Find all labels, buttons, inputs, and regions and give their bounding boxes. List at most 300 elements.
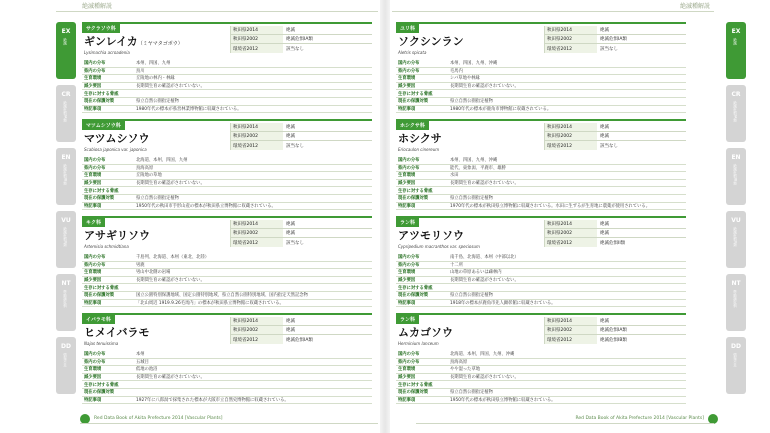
info-value: 1927年に八郎潟で採集された標本が大阪市立自然史博物館に収蔵されている。 <box>136 397 289 403</box>
info-value: 県立自然公園指定植物 <box>450 99 493 105</box>
info-key: 減少要因 <box>84 181 102 187</box>
info-row <box>396 98 686 106</box>
info-value: 能代、東象潟、平鹿市、雄勝 <box>450 165 506 171</box>
scientific-name: Herminium lanceum <box>398 341 439 346</box>
species-entry <box>82 216 372 311</box>
status-key: 秋田県2002 <box>231 326 283 334</box>
category-tab-label: 絶滅危惧IA類 <box>733 101 738 122</box>
info-key: 生存に対する脅威 <box>84 188 119 194</box>
category-tab-label: 準絶滅危惧 <box>733 290 738 308</box>
status-key: 環境省2012 <box>545 238 597 247</box>
status-row <box>545 26 686 35</box>
status-key: 環境省2012 <box>231 44 283 53</box>
info-row <box>82 90 372 98</box>
status-value: 該当なし <box>286 240 304 246</box>
category-tab-code: VU <box>61 217 71 224</box>
status-row <box>545 220 686 229</box>
status-row <box>545 238 686 247</box>
status-key: 環境省2012 <box>545 141 597 150</box>
info-value: 南千島、北海道、本州（中部以北） <box>450 255 519 261</box>
status-row <box>545 229 686 238</box>
info-row <box>396 203 686 211</box>
info-row <box>396 172 686 180</box>
status-table <box>230 317 372 344</box>
species-name-text: ヒメイバラモ <box>84 326 150 339</box>
info-row <box>82 292 372 300</box>
species-header <box>396 216 686 252</box>
running-head: 絶滅種解説 <box>679 3 710 10</box>
info-key: 減少要因 <box>84 84 102 90</box>
info-key: 生育環境 <box>84 367 102 373</box>
scientific-name: Lysimachia acroadenia <box>84 50 130 55</box>
category-tab-code: EN <box>731 154 741 161</box>
category-tab-code: VU <box>731 217 741 224</box>
info-value: 北海道、本州、四国、九州 <box>136 158 188 164</box>
status-value: 絶滅危惧IB類 <box>600 337 627 343</box>
scientific-name: Aletris spicata <box>398 50 427 55</box>
category-tab-label: 情報不足 <box>63 353 68 367</box>
family-label: ラン科 <box>396 315 419 324</box>
category-tab-code: EX <box>731 28 741 35</box>
status-key: 秋田県2002 <box>231 229 283 237</box>
family-label: ホシクサ科 <box>396 121 429 130</box>
category-tab-vu[interactable] <box>726 211 746 268</box>
info-row <box>396 83 686 91</box>
status-row <box>231 141 372 150</box>
status-value: 絶滅危惧II類 <box>600 240 626 246</box>
category-tab-nt[interactable] <box>56 274 76 331</box>
page-gutter <box>380 0 390 433</box>
entries <box>396 22 686 410</box>
info-value: 鳥海高原 <box>136 165 154 171</box>
info-key: 現在の保護対策 <box>398 293 429 299</box>
species-entry <box>396 119 686 214</box>
info-value: 長期間生育の確認がされていない。 <box>136 84 205 90</box>
category-tab-code: CR <box>731 91 741 98</box>
info-key: 現在の保護対策 <box>84 99 115 105</box>
info-row <box>396 397 686 405</box>
species-name-text: マツムシソウ <box>84 132 150 145</box>
info-table <box>82 351 372 404</box>
category-tab-label: 準絶滅危惧 <box>63 290 68 308</box>
scientific-name: Scabiosa japonica var. japonica <box>84 147 147 152</box>
info-row <box>82 75 372 83</box>
info-value: シバ草地や林縁 <box>450 76 480 82</box>
status-key: 秋田県2002 <box>231 35 283 43</box>
status-value: 絶滅 <box>600 28 609 33</box>
info-value: 長期間生育の確認がされていない。 <box>450 181 519 187</box>
family-label: キク科 <box>82 218 105 227</box>
species-entry <box>396 22 686 117</box>
status-row <box>545 335 686 344</box>
info-row <box>82 277 372 285</box>
info-key: 国内の分布 <box>398 158 420 164</box>
species-name <box>84 324 150 340</box>
info-key: 現在の保護対策 <box>398 99 429 105</box>
species-entry <box>82 119 372 214</box>
info-key: 現在の保護対策 <box>398 390 429 396</box>
info-row <box>396 68 686 76</box>
status-row <box>231 238 372 247</box>
species-header <box>82 216 372 252</box>
family-label: マツムシソウ科 <box>82 121 125 130</box>
family-label: ラン科 <box>396 218 419 227</box>
info-key: 県内の分布 <box>84 165 106 171</box>
side-tabs <box>56 22 76 400</box>
info-value: 長期間生育の確認がされていない。 <box>450 375 519 381</box>
status-key: 秋田県2014 <box>231 317 283 325</box>
info-value: 長期間生育の確認がされていない。 <box>450 278 519 284</box>
right-page <box>392 0 741 433</box>
info-value: 丘陵地の草地 <box>136 173 162 179</box>
info-value: 本州 <box>136 352 145 358</box>
info-value: 北海道、本州、四国、九州、沖縄 <box>450 352 515 358</box>
category-tab-en[interactable] <box>56 148 76 205</box>
species-name-text: アツモリソウ <box>398 229 464 242</box>
species-header <box>396 22 686 58</box>
category-tab-label: 絶滅危惧II類 <box>63 227 68 247</box>
species-entry <box>82 313 372 408</box>
status-key: 環境省2012 <box>545 335 597 344</box>
info-table <box>82 157 372 210</box>
entries <box>82 22 372 410</box>
species-name-text: アサギリソウ <box>84 229 150 242</box>
status-row <box>231 26 372 35</box>
info-row <box>396 300 686 308</box>
scientific-name: Najas tenuissima <box>84 341 119 346</box>
status-key: 環境省2012 <box>231 238 283 247</box>
category-tab-code: CR <box>61 91 71 98</box>
info-key: 特記事項 <box>84 397 102 403</box>
status-row <box>545 141 686 150</box>
status-value: 絶滅 <box>600 231 609 236</box>
species-alt-name: （ミヤマタゴボウ） <box>137 41 183 47</box>
info-key: 現在の保護対策 <box>84 390 115 396</box>
info-row <box>396 351 686 359</box>
status-row <box>545 317 686 326</box>
info-row <box>396 269 686 277</box>
info-key: 減少要因 <box>398 375 416 381</box>
info-key: 現在の保護対策 <box>84 196 115 202</box>
status-key: 秋田県2014 <box>231 26 283 34</box>
footer-rule <box>416 423 714 424</box>
info-key: 国内の分布 <box>84 158 106 164</box>
category-tab-ex[interactable] <box>726 22 746 79</box>
status-value: 絶滅 <box>286 125 295 130</box>
info-value: 水田 <box>450 173 459 179</box>
species-name <box>84 227 150 243</box>
info-value: 県立自然公園指定植物 <box>450 390 493 396</box>
footer-text: Red Data Book of Akita Prefecture 2014 [Vascular Plants] <box>94 416 223 421</box>
status-value: 絶滅危惧IA類 <box>286 337 313 343</box>
status-row <box>545 132 686 141</box>
info-key: 生育環境 <box>84 173 102 179</box>
info-key: 生育環境 <box>84 76 102 82</box>
info-row <box>82 366 372 374</box>
species-name-text: ホシクサ <box>398 132 442 145</box>
info-key: 減少要因 <box>398 181 416 187</box>
status-key: 秋田県2014 <box>231 220 283 228</box>
info-value: 毛馬内 <box>450 68 463 74</box>
info-value: 鳥川 <box>136 68 145 74</box>
info-value: 鳥海高原 <box>450 359 468 365</box>
status-value: 絶滅 <box>286 222 295 227</box>
status-key: 秋田県2014 <box>545 26 597 34</box>
status-value: 絶滅 <box>286 328 295 333</box>
status-row <box>231 123 372 132</box>
scientific-name: Eriocaulon cinereum <box>398 147 440 152</box>
status-key: 秋田県2002 <box>545 132 597 140</box>
status-value: 絶滅 <box>600 125 609 130</box>
info-table <box>396 157 686 210</box>
info-row <box>82 68 372 76</box>
info-row <box>82 381 372 389</box>
info-row <box>396 187 686 195</box>
species-name <box>398 324 453 340</box>
species-name-text: ムカゴソウ <box>398 326 453 339</box>
info-value: 県立自然公園指定植物 <box>136 99 179 105</box>
info-row <box>396 262 686 270</box>
info-value: 長期間生育の確認がされていない。 <box>450 84 519 90</box>
family-label: サクラソウ科 <box>82 24 120 33</box>
status-value: 該当なし <box>286 143 304 149</box>
info-key: 国内の分布 <box>398 255 420 261</box>
status-key: 秋田県2002 <box>545 326 597 334</box>
status-value: 該当なし <box>600 143 618 149</box>
info-key: 県内の分布 <box>398 165 420 171</box>
status-row <box>545 44 686 53</box>
category-tab-code: NT <box>61 280 71 287</box>
info-row <box>82 195 372 203</box>
info-row <box>82 98 372 106</box>
info-table <box>396 60 686 113</box>
side-tabs <box>726 22 746 400</box>
status-key: 秋田県2014 <box>545 123 597 131</box>
info-row <box>82 284 372 292</box>
info-table <box>396 351 686 404</box>
status-row <box>231 335 372 344</box>
info-value: 本州、四国、九州、沖縄 <box>450 61 498 67</box>
category-tab-dd[interactable] <box>726 337 746 394</box>
info-row <box>82 351 372 359</box>
info-row <box>396 389 686 397</box>
info-row <box>396 277 686 285</box>
status-row <box>231 229 372 238</box>
info-row <box>396 359 686 367</box>
category-tab-label: 絶滅危惧IB類 <box>63 164 68 185</box>
status-row <box>545 326 686 335</box>
status-table <box>544 123 686 150</box>
status-key: 環境省2012 <box>545 44 597 53</box>
info-key: 生育環境 <box>84 270 102 276</box>
status-table <box>230 220 372 247</box>
info-key: 生育環境 <box>398 367 416 373</box>
category-tab-en[interactable] <box>726 148 746 205</box>
info-key: 県内の分布 <box>84 359 106 365</box>
species-header <box>82 119 372 155</box>
status-key: 秋田県2014 <box>545 317 597 325</box>
status-table <box>230 26 372 53</box>
info-value: 五城目 <box>136 359 149 365</box>
info-key: 減少要因 <box>84 278 102 284</box>
status-value: 絶滅 <box>286 28 295 33</box>
running-head: 絶滅種解説 <box>82 3 113 10</box>
info-value: 県立自然公園指定植物 <box>136 196 179 202</box>
info-row <box>396 254 686 262</box>
info-value: 長期間生育の確認がされていない。 <box>136 375 205 381</box>
info-row <box>82 269 372 277</box>
footer-text: Red Data Book of Akita Prefecture 2014 [Vascular Plants] <box>575 416 704 421</box>
info-key: 特記事項 <box>84 106 102 112</box>
status-value: 絶滅 <box>600 134 609 139</box>
species-name <box>398 33 464 49</box>
info-key: 国内の分布 <box>398 61 420 67</box>
info-row <box>82 389 372 397</box>
species-name <box>84 130 150 146</box>
info-row <box>82 187 372 195</box>
info-value: 1918年の標本が鹿角市先人顕彰館に収蔵されている。 <box>450 300 556 306</box>
status-value: 絶滅 <box>286 319 295 324</box>
category-tab-ex[interactable] <box>56 22 76 79</box>
info-row <box>396 292 686 300</box>
species-header <box>396 119 686 155</box>
status-row <box>231 317 372 326</box>
info-row <box>82 172 372 180</box>
info-table <box>82 60 372 113</box>
status-key: 秋田県2002 <box>231 132 283 140</box>
status-table <box>544 26 686 53</box>
info-value: 丘陵地の林内・林縁 <box>136 76 175 82</box>
info-value: 低地の池沼 <box>136 367 158 373</box>
info-key: 特記事項 <box>84 203 102 209</box>
category-tab-code: DD <box>61 343 71 350</box>
species-name <box>84 33 183 49</box>
info-key: 生育環境 <box>398 270 416 276</box>
category-tab-vu[interactable] <box>56 211 76 268</box>
info-row <box>396 195 686 203</box>
info-row <box>396 75 686 83</box>
category-tab-label: 絶滅危惧II類 <box>733 227 738 247</box>
info-key: 生存に対する脅威 <box>398 91 433 97</box>
info-row <box>396 165 686 173</box>
info-row <box>396 366 686 374</box>
category-tab-nt[interactable] <box>726 274 746 331</box>
info-key: 生存に対する脅威 <box>398 285 433 291</box>
info-key: 国内の分布 <box>84 352 106 358</box>
info-value: 十二所 <box>450 262 463 268</box>
category-tab-label: 絶滅危惧IA類 <box>63 101 68 122</box>
status-row <box>231 44 372 53</box>
info-row <box>396 180 686 188</box>
info-value: 長期間生育の確認がされていない。 <box>136 181 205 187</box>
info-key: 特記事項 <box>84 300 102 306</box>
category-tab-dd[interactable] <box>56 337 76 394</box>
category-tab-cr[interactable] <box>726 85 746 142</box>
top-rule <box>392 11 714 12</box>
status-value: 該当なし <box>286 46 304 52</box>
status-key: 環境省2012 <box>231 141 283 150</box>
info-key: 県内の分布 <box>398 68 420 74</box>
info-row <box>82 165 372 173</box>
info-value: 1970年代の標本が秋田県立博物館に収蔵されている。水田に生ずるが生育地に農薬が使用されている。 <box>450 203 650 209</box>
status-value: 絶滅危惧IA類 <box>600 328 627 333</box>
info-row <box>82 60 372 68</box>
info-value: 山地の草原あるいは疎林内 <box>450 270 502 276</box>
status-row <box>545 35 686 44</box>
info-value: 男鹿 <box>136 262 145 268</box>
status-value: 該当なし <box>600 46 618 52</box>
info-value: 本州、四国、九州 <box>136 61 171 67</box>
info-key: 国内の分布 <box>398 352 420 358</box>
info-value: 「北山周辺 1919.9.26毛馬内」の標本が秋田県立博物館に収蔵されている。 <box>136 300 284 306</box>
species-name-text: ギンレイカ <box>84 35 138 48</box>
status-key: 秋田県2014 <box>231 123 283 131</box>
category-tab-cr[interactable] <box>56 85 76 142</box>
status-key: 秋田県2014 <box>545 220 597 228</box>
info-key: 国内の分布 <box>84 61 106 67</box>
status-row <box>231 220 372 229</box>
status-table <box>230 123 372 150</box>
info-table <box>396 254 686 307</box>
info-row <box>82 203 372 211</box>
category-tab-code: EX <box>61 28 71 35</box>
info-row <box>82 359 372 367</box>
info-value: 1950年代の秋田市手形山産の標本が秋田県立博物館に収蔵されている。 <box>136 203 276 209</box>
info-key: 減少要因 <box>398 278 416 284</box>
info-row <box>396 157 686 165</box>
status-key: 環境省2012 <box>231 335 283 344</box>
info-row <box>396 90 686 98</box>
info-key: 生育環境 <box>398 76 416 82</box>
status-row <box>231 132 372 141</box>
info-key: 減少要因 <box>398 84 416 90</box>
info-key: 生存に対する脅威 <box>84 382 119 388</box>
status-value: 絶滅 <box>286 134 295 139</box>
status-table <box>544 317 686 344</box>
info-row <box>396 106 686 114</box>
info-value: 1980年代の標本が鹿角市博物館に収蔵されている。 <box>450 106 552 112</box>
info-key: 生存に対する脅威 <box>84 285 119 291</box>
info-row <box>82 262 372 270</box>
info-value: 国立公園特別保護地域、国定公園特別地域、県立自然公園特別地域、国内指定天然記念物 <box>136 293 308 299</box>
status-value: 絶滅 <box>600 319 609 324</box>
info-row <box>396 284 686 292</box>
info-key: 県内の分布 <box>398 359 420 365</box>
category-tab-label: 情報不足 <box>733 353 738 367</box>
info-row <box>396 381 686 389</box>
info-value: 1950年代の標本が秋田県立博物館に収蔵されている。 <box>450 397 556 403</box>
info-key: 県内の分布 <box>84 262 106 268</box>
species-entry <box>396 313 686 408</box>
info-key: 県内の分布 <box>84 68 106 74</box>
species-header <box>396 313 686 349</box>
info-key: 現在の保護対策 <box>398 196 429 202</box>
info-row <box>82 157 372 165</box>
species-name <box>398 227 464 243</box>
info-key: 特記事項 <box>398 397 416 403</box>
info-row <box>82 397 372 405</box>
footer-rule <box>80 423 378 424</box>
status-row <box>231 326 372 335</box>
info-value: 男山中北側の岩場 <box>136 270 171 276</box>
info-key: 特記事項 <box>398 203 416 209</box>
info-row <box>396 60 686 68</box>
status-row <box>231 35 372 44</box>
category-tab-code: DD <box>731 343 741 350</box>
family-label: イバラモ科 <box>82 315 115 324</box>
info-value: やや湿った草地 <box>450 367 481 373</box>
info-row <box>82 83 372 91</box>
